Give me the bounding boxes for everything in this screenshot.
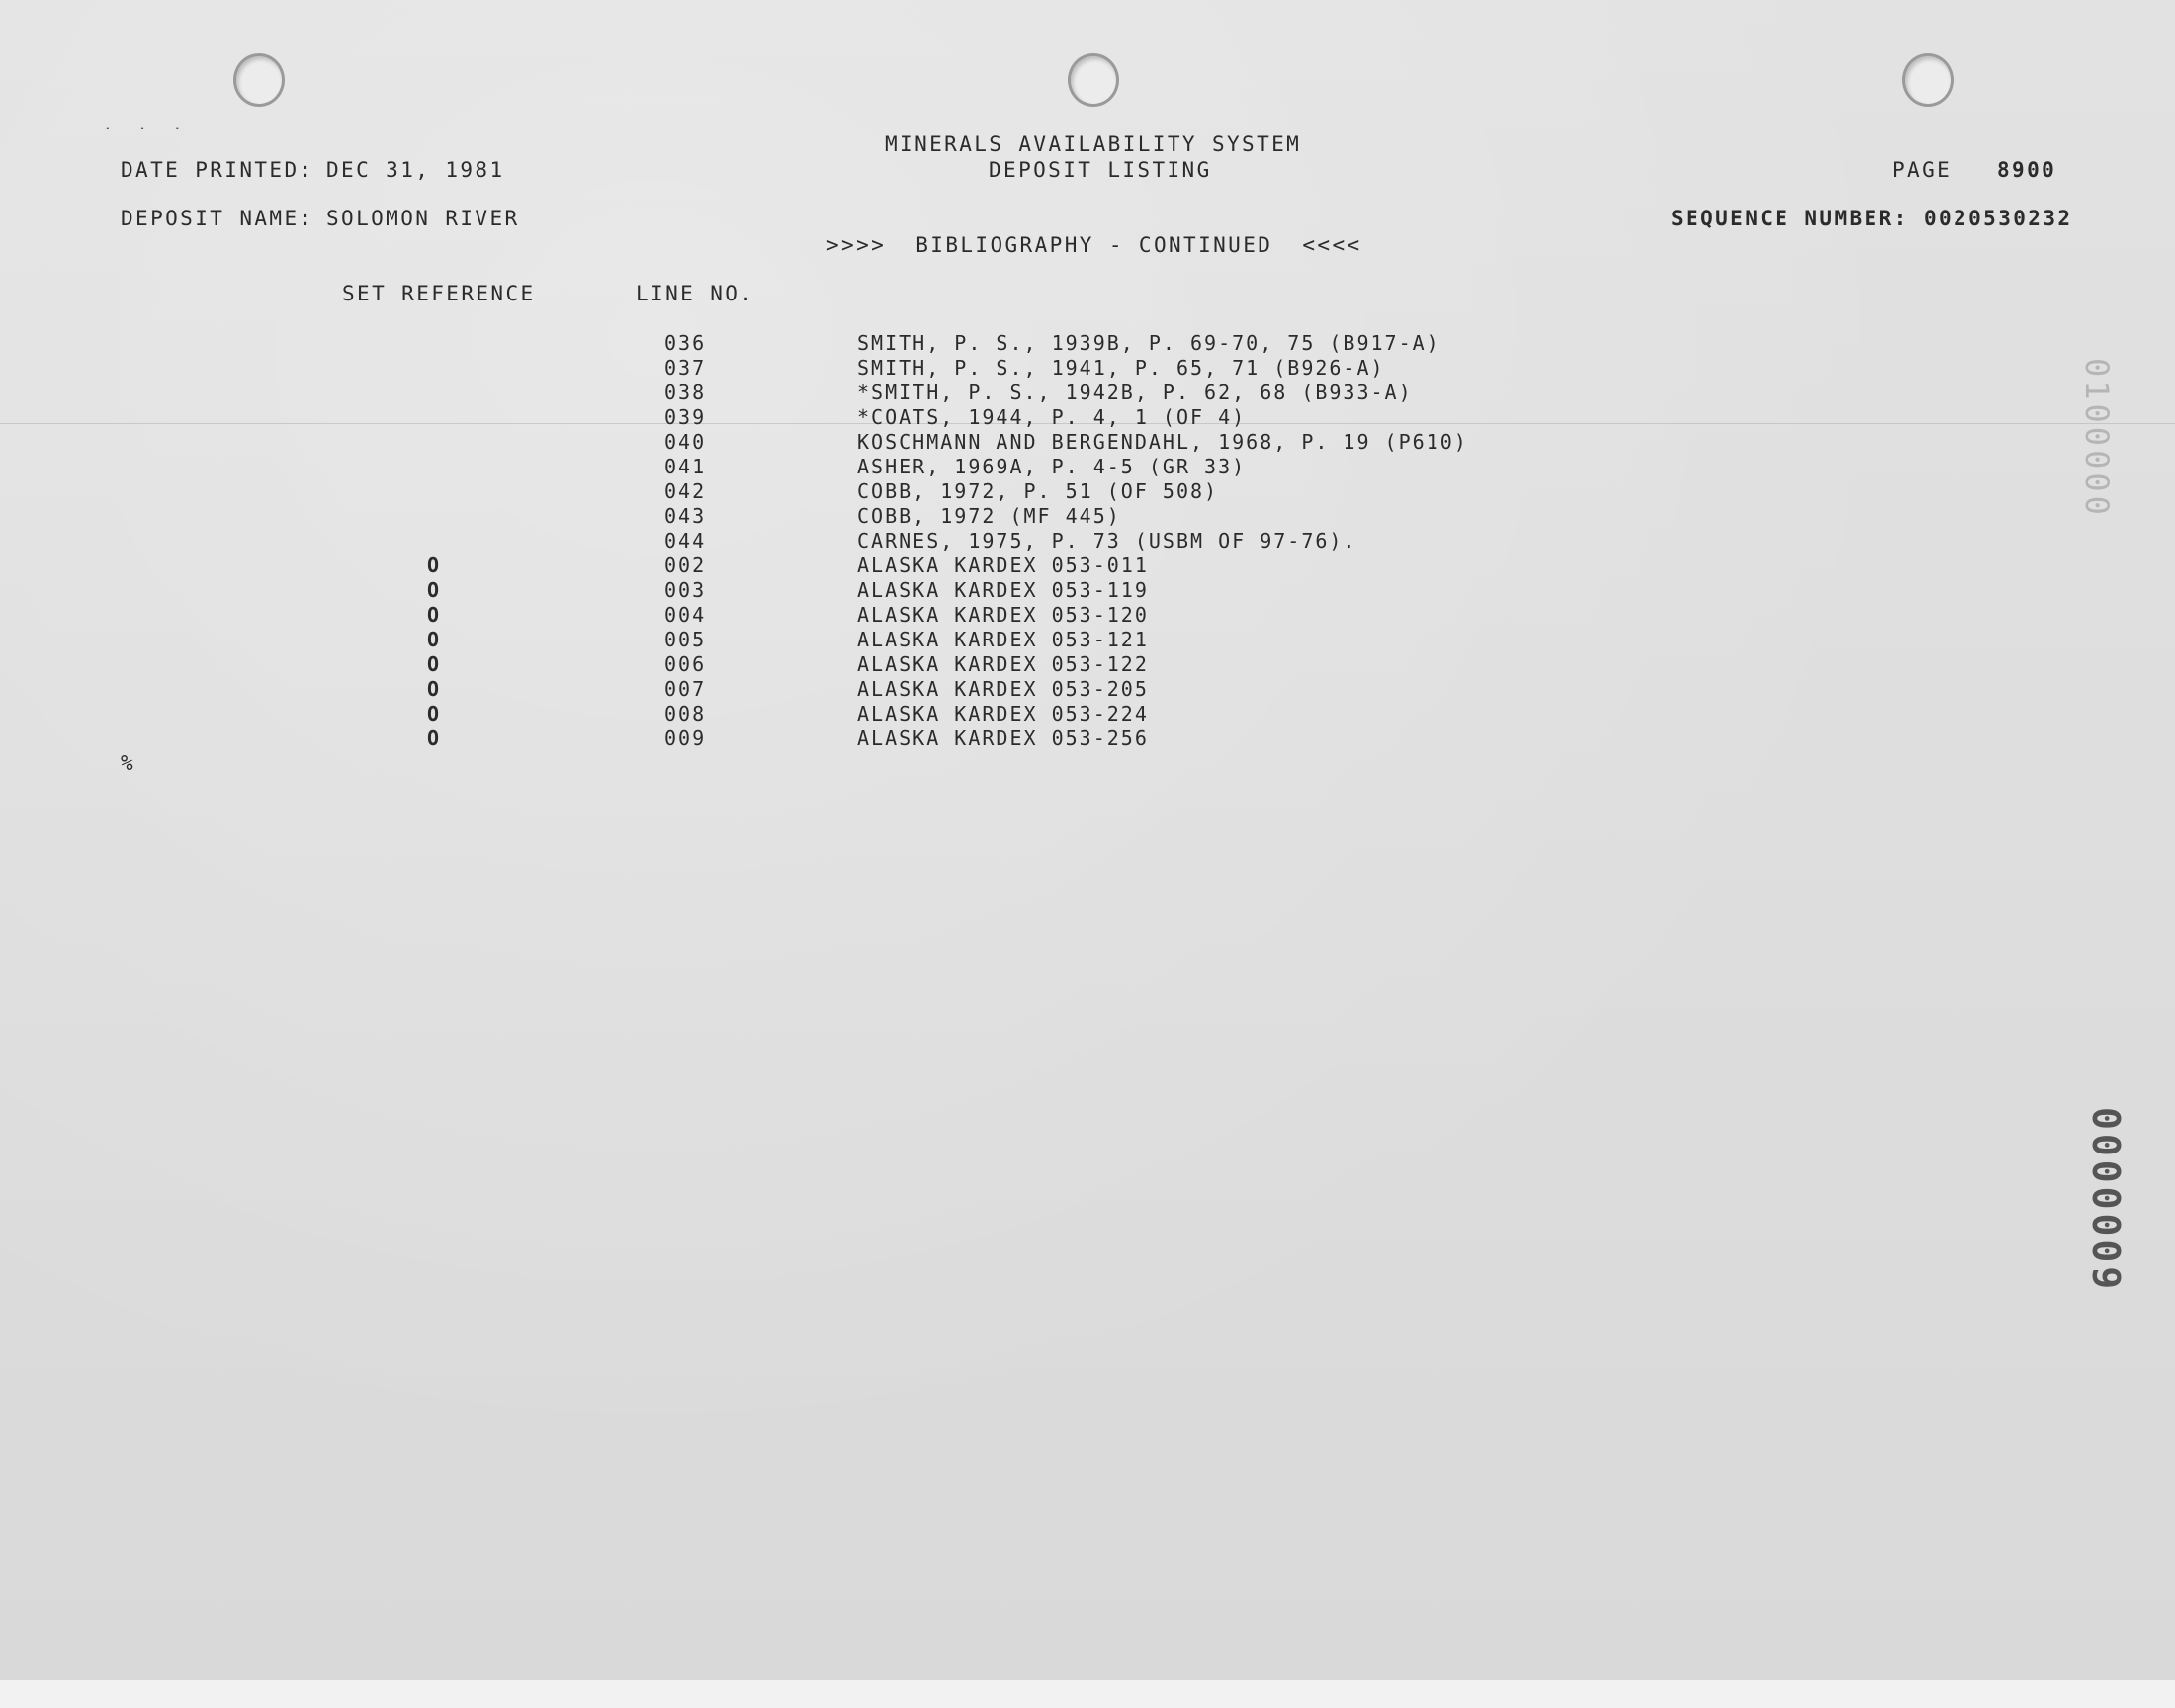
list-item: [0, 356, 2175, 381]
list-item: [0, 677, 2175, 702]
line-number-cell: 041: [664, 455, 707, 478]
citation-cell: ASHER, 1969A, P. 4-5 (GR 33): [857, 455, 1247, 478]
sequence-label: SEQUENCE NUMBER:: [1671, 207, 1909, 230]
line-number-cell: 005: [664, 628, 707, 651]
list-item: [0, 455, 2175, 479]
list-item: [0, 554, 2175, 578]
set-reference-cell: O: [427, 603, 442, 627]
section-title: >>>> BIBLIOGRAPHY - CONTINUED <<<<: [826, 233, 1362, 257]
margin-stamp-lower: 0000009: [2084, 1107, 2128, 1294]
citation-cell: ALASKA KARDEX 053-119: [857, 578, 1149, 602]
sequence-number: 0020530232: [1924, 207, 2073, 230]
list-item: [0, 381, 2175, 405]
list-item: [0, 529, 2175, 554]
line-number-cell: 037: [664, 356, 707, 380]
column-header-line-no: LINE NO.: [636, 282, 755, 305]
list-item: [0, 652, 2175, 677]
list-item: [0, 726, 2175, 751]
set-reference-cell: O: [427, 652, 442, 676]
line-number-cell: 044: [664, 529, 707, 553]
list-item: [0, 430, 2175, 455]
list-item: [0, 405, 2175, 430]
citation-cell: ALASKA KARDEX 053-121: [857, 628, 1149, 651]
citation-cell: COBB, 1972, P. 51 (OF 508): [857, 479, 1219, 503]
citation-cell: ALASKA KARDEX 053-256: [857, 726, 1149, 750]
list-item: [0, 603, 2175, 628]
line-number-cell: 039: [664, 405, 707, 429]
deposit-name-value: SOLOMON RIVER: [326, 207, 520, 230]
list-item: [0, 628, 2175, 652]
list-item: [0, 504, 2175, 529]
list-item: [0, 331, 2175, 356]
list-item: [0, 479, 2175, 504]
line-number-cell: 002: [664, 554, 707, 577]
citation-cell: ALASKA KARDEX 053-224: [857, 702, 1149, 726]
set-reference-cell: O: [427, 677, 442, 701]
line-number-cell: 004: [664, 603, 707, 627]
list-item: [0, 578, 2175, 603]
date-printed-value: DEC 31, 1981: [326, 158, 505, 182]
page-label: PAGE: [1892, 158, 1953, 182]
punch-hole-right: [1902, 53, 1954, 107]
citation-cell: KOSCHMANN AND BERGENDAHL, 1968, P. 19 (P610): [857, 430, 1468, 454]
date-printed-label: DATE PRINTED:: [121, 158, 314, 182]
set-reference-cell: O: [427, 578, 442, 602]
line-number-cell: 038: [664, 381, 707, 404]
line-number-cell: 007: [664, 677, 707, 701]
set-reference-cell: O: [427, 726, 442, 750]
citation-cell: ALASKA KARDEX 053-122: [857, 652, 1149, 676]
paper-bottom-edge: [0, 1680, 2175, 1708]
print-specks: . . .: [103, 115, 191, 133]
citation-cell: SMITH, P. S., 1941, P. 65, 71 (B926-A): [857, 356, 1385, 380]
set-reference-cell: O: [427, 554, 442, 577]
citation-cell: COBB, 1972 (MF 445): [857, 504, 1121, 528]
citation-cell: *COATS, 1944, P. 4, 1 (OF 4): [857, 405, 1247, 429]
citation-cell: SMITH, P. S., 1939B, P. 69-70, 75 (B917-A): [857, 331, 1440, 355]
line-number-cell: 043: [664, 504, 707, 528]
line-number-cell: 042: [664, 479, 707, 503]
citation-cell: *SMITH, P. S., 1942B, P. 62, 68 (B933-A): [857, 381, 1413, 404]
end-mark: %: [121, 751, 136, 775]
set-reference-cell: O: [427, 628, 442, 651]
line-number-cell: 003: [664, 578, 707, 602]
deposit-name-label: DEPOSIT NAME:: [121, 207, 314, 230]
page-number: 8900: [1997, 158, 2057, 182]
column-header-set-reference: SET REFERENCE: [342, 282, 536, 305]
punch-hole-center: [1068, 53, 1119, 107]
margin-stamp-upper: 0100000: [2078, 358, 2116, 519]
citation-cell: ALASKA KARDEX 053-120: [857, 603, 1149, 627]
line-number-cell: 009: [664, 726, 707, 750]
punch-hole-left: [233, 53, 285, 107]
citation-cell: ALASKA KARDEX 053-205: [857, 677, 1149, 701]
listing-title: DEPOSIT LISTING: [989, 158, 1212, 182]
set-reference-cell: O: [427, 702, 442, 726]
line-number-cell: 008: [664, 702, 707, 726]
citation-cell: ALASKA KARDEX 053-011: [857, 554, 1149, 577]
line-number-cell: 040: [664, 430, 707, 454]
line-number-cell: 006: [664, 652, 707, 676]
system-title: MINERALS AVAILABILITY SYSTEM: [885, 132, 1302, 156]
list-item: [0, 702, 2175, 726]
line-number-cell: 036: [664, 331, 707, 355]
citation-cell: CARNES, 1975, P. 73 (USBM OF 97-76).: [857, 529, 1357, 553]
